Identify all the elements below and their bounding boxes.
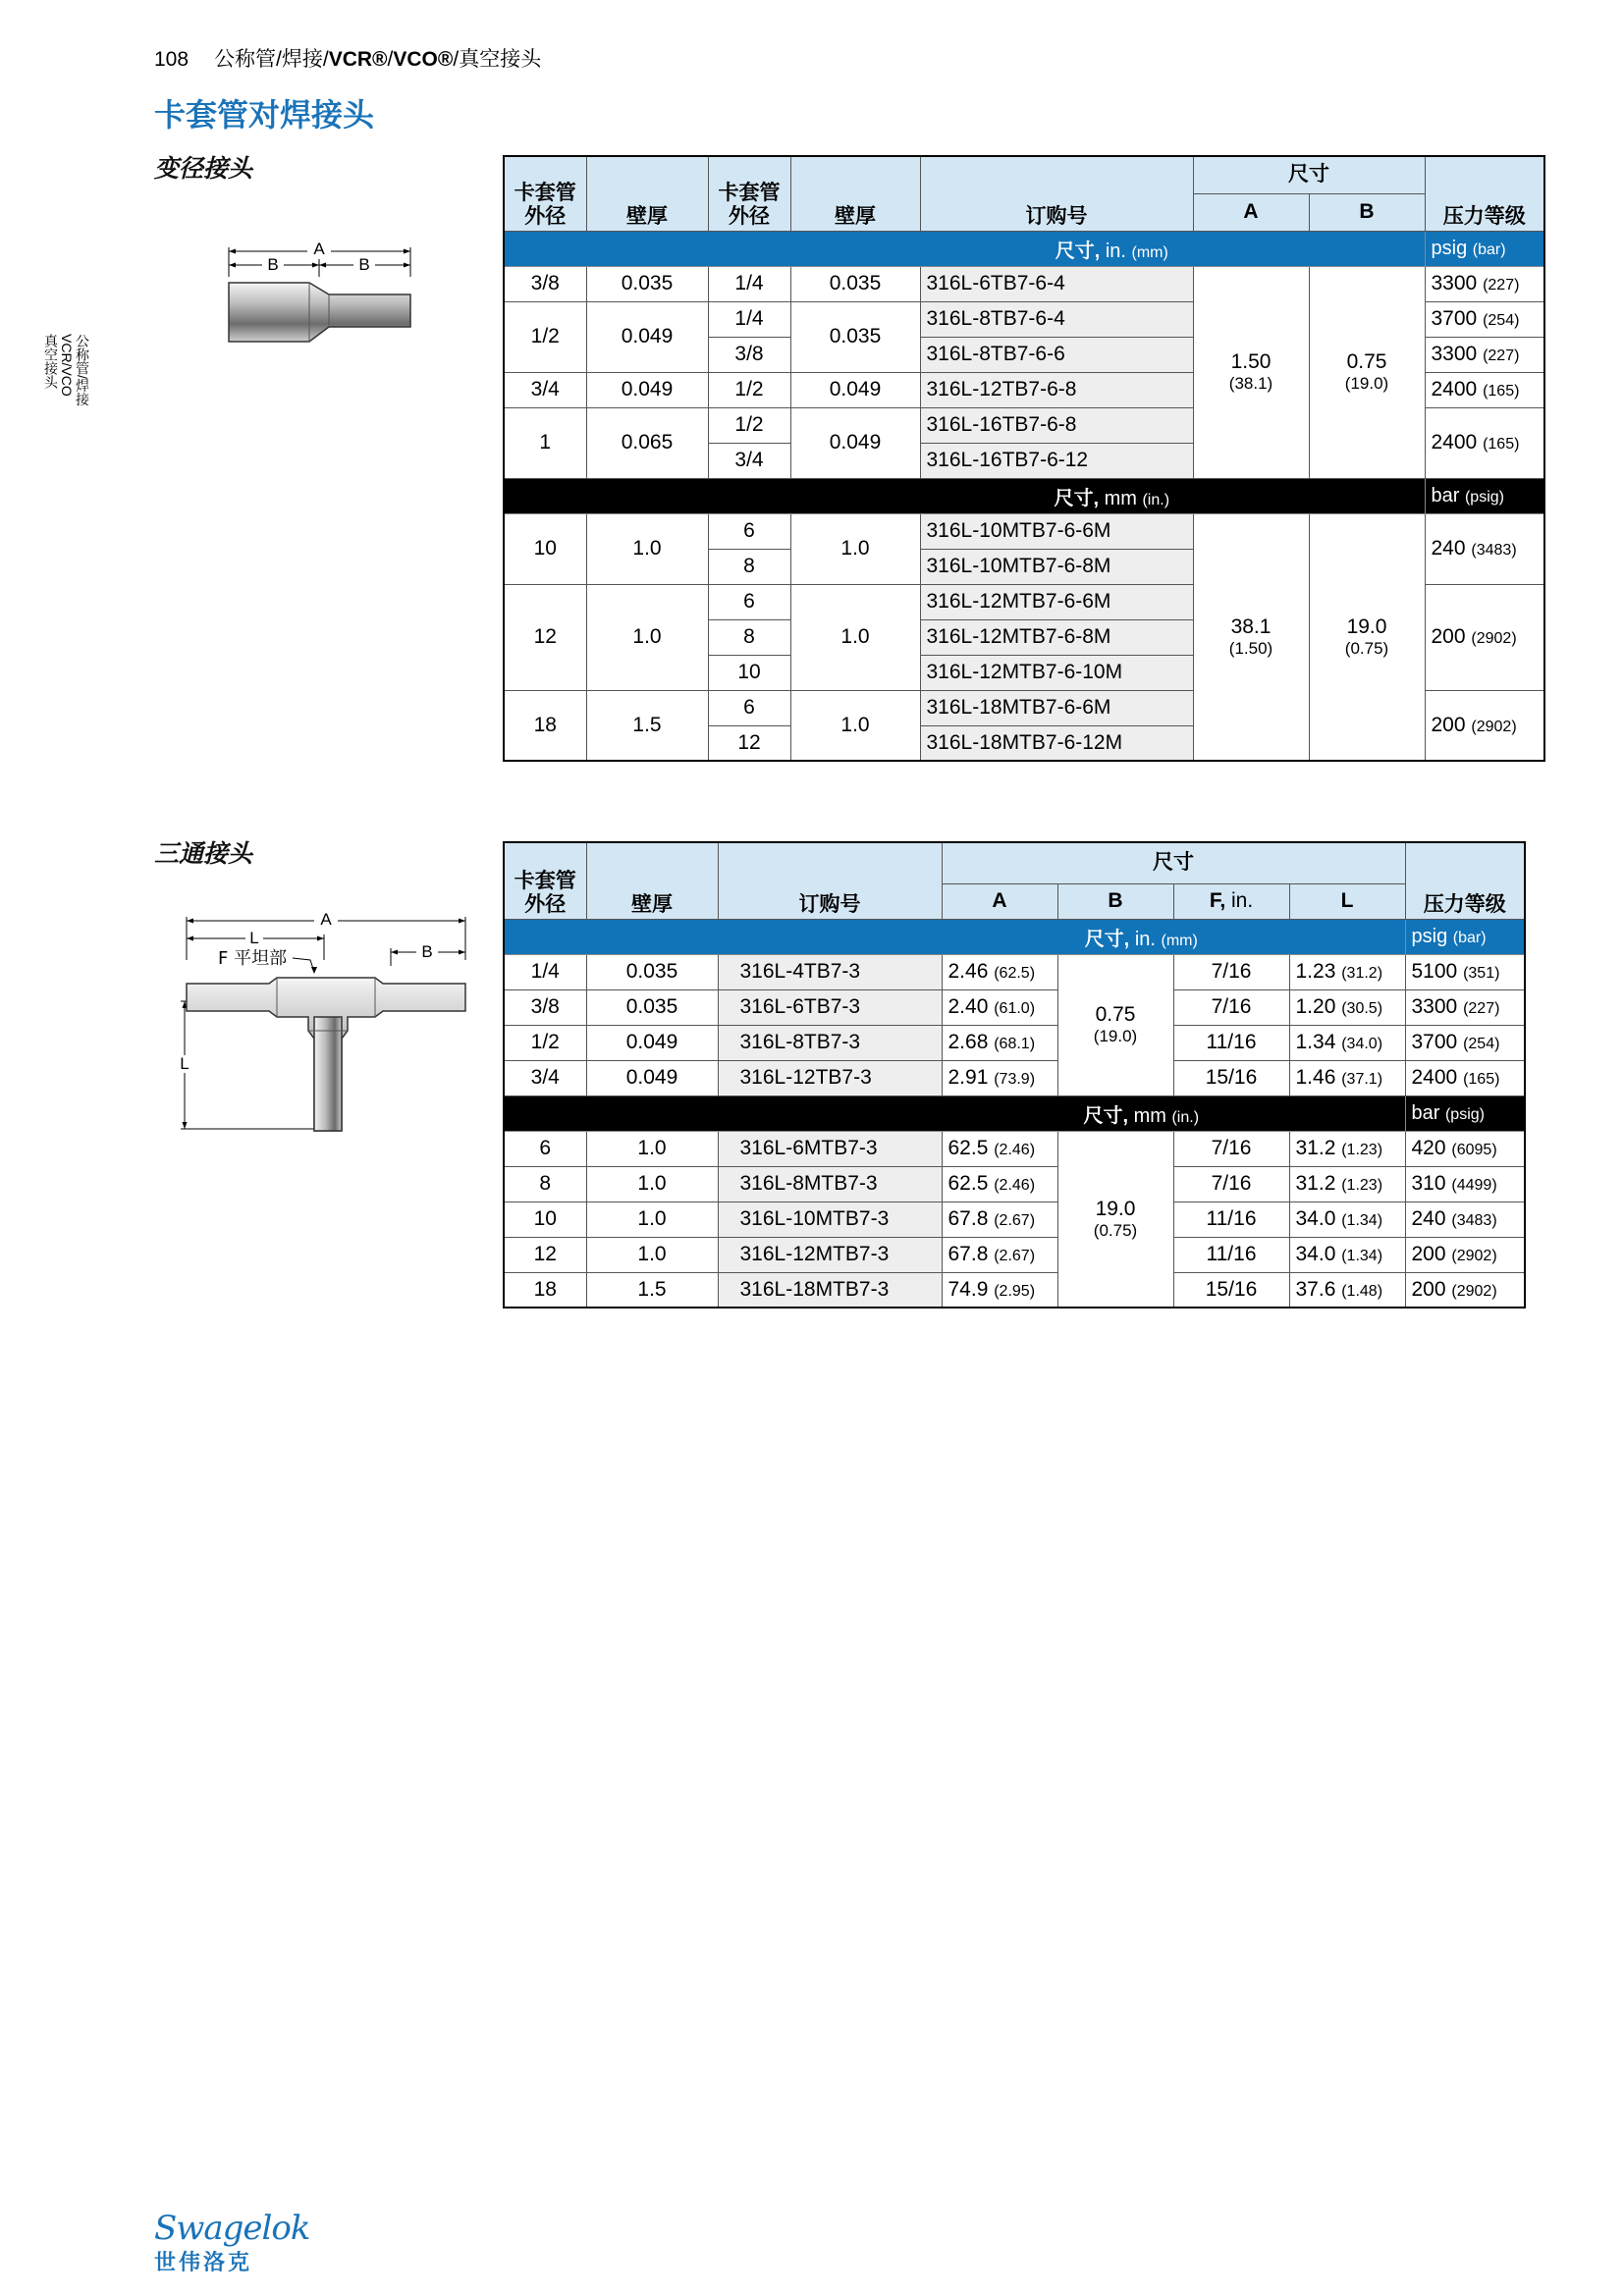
pressure-value2: (3483) [1471, 542, 1517, 559]
cell-od: 1/2 [504, 1025, 586, 1060]
pressure-value2: (165) [1483, 383, 1520, 400]
cell-od2: 6 [708, 513, 790, 549]
tee-inch-b-value: 0.75 [1095, 1003, 1136, 1026]
l-value2: (30.5) [1341, 1000, 1383, 1017]
pressure-value: 3300 [1431, 272, 1478, 294]
pressure-value: 240 [1431, 537, 1466, 560]
a-value2: (62.5) [994, 965, 1036, 982]
pressure-value: 310 [1411, 1172, 1446, 1195]
cell-order: 316L-6MTB7-3 [718, 1131, 942, 1166]
cell-od: 10 [504, 1201, 586, 1237]
pressure-value: 3700 [1431, 307, 1478, 330]
l-value2: (1.23) [1341, 1142, 1383, 1158]
a-value2: (61.0) [994, 1000, 1036, 1017]
cell-order: 316L-8MTB7-3 [718, 1166, 942, 1201]
table-row [504, 1166, 1525, 1201]
l-value2: (1.34) [1341, 1248, 1383, 1264]
cell-order: 316L-12MTB7-3 [718, 1237, 942, 1272]
cell-order: 316L-6TB7-3 [718, 989, 942, 1025]
mm-b-value: 19.0 [1346, 614, 1387, 638]
tee-band-mm-label: 尺寸, [1083, 1104, 1129, 1127]
l-value2: (37.1) [1341, 1071, 1383, 1088]
cell-pressure [1405, 1166, 1525, 1201]
logo-wordmark: Swagelok [154, 2209, 310, 2248]
l-value2: (34.0) [1341, 1036, 1383, 1052]
a-value: 2.46 [947, 960, 989, 983]
pressure-value2: (2902) [1471, 718, 1517, 735]
a-value: 67.8 [947, 1207, 989, 1230]
dim-b1-label: B [267, 255, 279, 274]
l-value2: (1.34) [1341, 1212, 1383, 1229]
cell-inch-b [1309, 266, 1425, 478]
cell-wall2: 1.0 [790, 584, 920, 690]
side-tab-line2: VCR/VCO [59, 334, 75, 397]
pressure-value: 200 [1431, 713, 1466, 736]
tee-col-f-unit: in. [1231, 889, 1254, 912]
breadcrumb-a: 公称管/焊接/ [214, 48, 329, 71]
cell-pressure [1425, 337, 1544, 372]
cell-a [942, 954, 1057, 989]
cell-pressure [1425, 266, 1544, 301]
reducer-body-shape [229, 283, 410, 342]
cell-mm-b [1309, 513, 1425, 761]
cell-od2: 1/2 [708, 407, 790, 443]
cell-inch-a [1193, 266, 1309, 478]
table-row [504, 989, 1525, 1025]
cell-l [1289, 1237, 1405, 1272]
page-title: 卡套管对焊接头 [154, 97, 375, 133]
cell-f: 11/16 [1173, 1201, 1289, 1237]
cell-od1: 1/2 [504, 301, 586, 372]
mm-a-value2: (1.50) [1228, 638, 1273, 658]
cell-od2: 3/4 [708, 443, 790, 478]
pressure-value: 2400 [1411, 1066, 1458, 1089]
cell-order: 316L-8TB7-3 [718, 1025, 942, 1060]
band-mm-pressure-unit: bar [1431, 484, 1460, 507]
l-value: 1.34 [1295, 1031, 1336, 1053]
pressure-value2: (4499) [1451, 1177, 1497, 1194]
tee-dim-f: F 平坦部 [218, 948, 288, 969]
pressure-value2: (254) [1463, 1036, 1500, 1052]
cell-l [1289, 954, 1405, 989]
cell-wall1: 0.035 [586, 266, 708, 301]
cell-f: 7/16 [1173, 954, 1289, 989]
l-value2: (31.2) [1341, 965, 1383, 982]
l-value: 31.2 [1295, 1137, 1336, 1159]
cell-wall1: 0.065 [586, 407, 708, 478]
a-value: 2.40 [947, 995, 989, 1018]
pressure-value: 240 [1411, 1207, 1446, 1230]
cell-wall1: 1.0 [586, 584, 708, 690]
band-inch-unit2: (mm) [1131, 243, 1168, 261]
pressure-value2: (2902) [1471, 630, 1517, 647]
cell-mm-a [1193, 513, 1309, 761]
cell-od2: 1/4 [708, 266, 790, 301]
cell-pressure [1405, 1237, 1525, 1272]
cell-od: 6 [504, 1131, 586, 1166]
a-value2: (2.46) [994, 1177, 1036, 1194]
cell-od2: 3/8 [708, 337, 790, 372]
tee-band-inch-unit: in. [1134, 928, 1156, 950]
pressure-value2: (6095) [1451, 1142, 1497, 1158]
cell-od: 8 [504, 1166, 586, 1201]
page-header [154, 43, 541, 73]
l-value2: (1.23) [1341, 1177, 1383, 1194]
cell-wall: 0.035 [586, 954, 718, 989]
tee-band-mm-pressure-unit2: (psig) [1444, 1105, 1485, 1123]
tee-col-f-label: F, [1209, 889, 1226, 912]
pressure-value2: (2902) [1451, 1248, 1497, 1264]
table-row [504, 1060, 1525, 1095]
cell-pressure [1405, 1272, 1525, 1308]
inch-a-value: 1.50 [1230, 350, 1272, 373]
cell-wall1: 0.049 [586, 301, 708, 372]
a-value2: (2.95) [994, 1282, 1036, 1300]
tee-dim-l-top: L [249, 929, 259, 947]
cell-od1: 1 [504, 407, 586, 478]
cell-od1: 3/4 [504, 372, 586, 407]
tee-inch-b-value2: (19.0) [1093, 1027, 1138, 1045]
cell-order: 316L-12MTB7-6-10M [920, 655, 1193, 690]
tee-band-inch-pressure-unit: psig [1411, 925, 1448, 947]
pressure-value: 3300 [1411, 995, 1458, 1018]
cell-order: 316L-18MTB7-6-12M [920, 725, 1193, 761]
band-mm-label: 尺寸, [1054, 487, 1100, 509]
l-value: 31.2 [1295, 1172, 1336, 1195]
tee-band-mm-unit2: (in.) [1171, 1108, 1200, 1126]
col-dim: 尺寸 [1193, 156, 1425, 193]
cell-pressure [1405, 1131, 1525, 1166]
cell-od: 18 [504, 1272, 586, 1308]
cell-od2: 6 [708, 584, 790, 619]
tee-band-inch-pressure-unit2: (bar) [1452, 929, 1487, 946]
cell-a [942, 1272, 1057, 1308]
tee-dim-b: B [421, 942, 433, 961]
cell-l [1289, 1131, 1405, 1166]
cell-mm-b [1057, 1131, 1173, 1308]
pressure-value2: (165) [1483, 436, 1520, 453]
a-value: 62.5 [947, 1137, 989, 1159]
tee-band-mm-pressure-unit: bar [1411, 1101, 1440, 1124]
tee-band-inch-label: 尺寸, [1084, 928, 1130, 950]
pressure-value2: (165) [1463, 1071, 1500, 1088]
a-value: 2.91 [947, 1066, 989, 1089]
tee-band-mm-unit: mm [1133, 1104, 1166, 1127]
cell-order: 316L-12TB7-3 [718, 1060, 942, 1095]
cell-wall: 0.049 [586, 1025, 718, 1060]
cell-order: 316L-12MTB7-6-6M [920, 584, 1193, 619]
breadcrumb-vco: VCO® [393, 48, 454, 71]
tee-band-mm [504, 1095, 1525, 1131]
cell-f: 7/16 [1173, 1131, 1289, 1166]
cell-f: 11/16 [1173, 1237, 1289, 1272]
cell-pressure [1425, 372, 1544, 407]
cell-l [1289, 1201, 1405, 1237]
a-value2: (2.67) [994, 1248, 1036, 1264]
cell-order: 316L-10MTB7-6-8M [920, 549, 1193, 584]
cell-order: 316L-4TB7-3 [718, 954, 942, 989]
side-tab-line3: 真空接头 [43, 334, 59, 389]
col-od1: 卡套管外径 [504, 156, 586, 231]
cell-wall: 1.0 [586, 1237, 718, 1272]
cell-od2: 6 [708, 690, 790, 725]
cell-wall2: 0.035 [790, 266, 920, 301]
cell-l [1289, 1025, 1405, 1060]
col-wall2: 壁厚 [790, 156, 920, 231]
tee-col-f [1173, 883, 1289, 919]
table-row [504, 513, 1544, 549]
pressure-value: 2400 [1431, 378, 1478, 400]
reducer-heading: 变径接头 [154, 155, 253, 183]
cell-a [942, 1131, 1057, 1166]
cell-f: 15/16 [1173, 1060, 1289, 1095]
a-value2: (2.67) [994, 1212, 1036, 1229]
cell-order: 316L-12TB7-6-8 [920, 372, 1193, 407]
side-tab-line1: 公称管/焊接 [75, 334, 90, 406]
cell-a [942, 1166, 1057, 1201]
cell-od1: 3/8 [504, 266, 586, 301]
tee-branch-shape [314, 1017, 342, 1131]
cell-wall: 1.0 [586, 1131, 718, 1166]
cell-od: 12 [504, 1237, 586, 1272]
pressure-value2: (227) [1483, 277, 1520, 294]
pressure-value: 420 [1411, 1137, 1446, 1159]
pressure-value: 5100 [1411, 960, 1458, 983]
a-value: 2.68 [947, 1031, 989, 1053]
mm-b-value2: (0.75) [1344, 638, 1389, 658]
breadcrumb-vcr: VCR® [328, 48, 388, 71]
l-value: 1.23 [1295, 960, 1336, 983]
a-value2: (68.1) [994, 1036, 1036, 1052]
col-wall1: 壁厚 [586, 156, 708, 231]
tee-mm-b-value2: (0.75) [1093, 1220, 1138, 1240]
a-value: 67.8 [947, 1243, 989, 1265]
cell-wall2: 0.049 [790, 407, 920, 478]
cell-wall2: 1.0 [790, 690, 920, 761]
inch-b-value2: (19.0) [1344, 374, 1389, 393]
cell-wall: 1.0 [586, 1166, 718, 1201]
tee-col-a: A [942, 883, 1057, 919]
tee-band-inch-unit2: (mm) [1161, 932, 1198, 949]
l-value2: (1.48) [1341, 1282, 1383, 1300]
swagelok-logo [154, 2209, 310, 2276]
cell-order: 316L-6TB7-6-4 [920, 266, 1193, 301]
cell-a [942, 989, 1057, 1025]
cell-order: 316L-8TB7-6-6 [920, 337, 1193, 372]
table-row [504, 954, 1525, 989]
breadcrumb-b: /真空接头 [453, 48, 542, 71]
table-row [504, 1131, 1525, 1166]
pressure-value2: (351) [1463, 965, 1500, 982]
tee-col-order: 订购号 [718, 842, 942, 919]
cell-wall1: 1.0 [586, 513, 708, 584]
cell-order: 316L-12MTB7-6-8M [920, 619, 1193, 655]
pressure-value: 3700 [1411, 1031, 1458, 1053]
cell-pressure [1425, 407, 1544, 478]
band-inch-label: 尺寸, [1055, 240, 1101, 262]
tee-band-inch [504, 919, 1525, 954]
band-inch-pressure-unit2: (bar) [1472, 240, 1506, 258]
pressure-value: 200 [1411, 1277, 1446, 1301]
dim-a-label: A [313, 240, 325, 258]
cell-wall: 0.049 [586, 1060, 718, 1095]
inch-b-value: 0.75 [1346, 350, 1387, 373]
cell-pressure [1405, 1060, 1525, 1095]
cell-a [942, 1237, 1057, 1272]
pressure-value2: (2902) [1451, 1282, 1497, 1300]
cell-order: 316L-18MTB7-3 [718, 1272, 942, 1308]
cell-wall: 1.0 [586, 1201, 718, 1237]
col-b: B [1309, 193, 1425, 231]
cell-l [1289, 1060, 1405, 1095]
tee-heading: 三通接头 [154, 840, 253, 868]
cell-od1: 12 [504, 584, 586, 690]
band-mm-pressure-unit2: (psig) [1464, 488, 1504, 506]
cell-wall2: 0.049 [790, 372, 920, 407]
cell-od2: 1/4 [708, 301, 790, 337]
cell-f: 7/16 [1173, 989, 1289, 1025]
col-a: A [1193, 193, 1309, 231]
band-mm [504, 478, 1544, 513]
table-row [504, 1272, 1525, 1308]
tee-col-pressure: 压力等级 [1405, 842, 1525, 919]
band-inch [504, 231, 1544, 266]
cell-od1: 10 [504, 513, 586, 584]
pressure-value: 200 [1411, 1243, 1446, 1265]
tee-col-dim: 尺寸 [942, 842, 1405, 883]
page-number: 108 [154, 48, 189, 71]
cell-wall1: 0.049 [586, 372, 708, 407]
table-row [504, 266, 1544, 301]
cell-f: 15/16 [1173, 1272, 1289, 1308]
pressure-value: 2400 [1431, 431, 1478, 454]
cell-a [942, 1201, 1057, 1237]
pressure-value2: (227) [1483, 347, 1520, 364]
cell-a [942, 1025, 1057, 1060]
tee-col-l: L [1289, 883, 1405, 919]
cell-od2: 10 [708, 655, 790, 690]
cell-l [1289, 1272, 1405, 1308]
cell-od2: 8 [708, 619, 790, 655]
tee-table [503, 841, 1526, 1308]
pressure-value: 200 [1431, 625, 1466, 648]
cell-pressure [1405, 954, 1525, 989]
cell-pressure [1405, 989, 1525, 1025]
cell-pressure [1425, 513, 1544, 584]
l-value: 1.20 [1295, 995, 1336, 1018]
cell-f: 7/16 [1173, 1166, 1289, 1201]
mm-a-value: 38.1 [1230, 614, 1272, 638]
cell-od: 3/8 [504, 989, 586, 1025]
cell-order: 316L-10MTB7-6-6M [920, 513, 1193, 549]
pressure-value: 3300 [1431, 343, 1478, 365]
cell-a [942, 1060, 1057, 1095]
l-value: 37.6 [1295, 1277, 1336, 1301]
table-row [504, 1237, 1525, 1272]
l-value: 1.46 [1295, 1066, 1336, 1089]
cell-od: 1/4 [504, 954, 586, 989]
a-value2: (73.9) [994, 1071, 1036, 1088]
col-pressure: 压力等级 [1425, 156, 1544, 231]
cell-pressure [1405, 1201, 1525, 1237]
band-inch-pressure-unit: psig [1431, 237, 1468, 259]
cell-inch-b [1057, 954, 1173, 1095]
cell-wall: 0.035 [586, 989, 718, 1025]
side-tab[interactable] [22, 334, 100, 442]
inch-a-value2: (38.1) [1228, 374, 1273, 393]
cell-wall1: 1.5 [586, 690, 708, 761]
cell-order: 316L-18MTB7-6-6M [920, 690, 1193, 725]
reducer-table [503, 155, 1545, 762]
cell-od2: 8 [708, 549, 790, 584]
l-value: 34.0 [1295, 1207, 1336, 1230]
a-value: 74.9 [947, 1277, 989, 1301]
tee-mm-b-value: 19.0 [1095, 1197, 1136, 1220]
cell-od2: 1/2 [708, 372, 790, 407]
cell-pressure [1425, 584, 1544, 690]
cell-pressure [1425, 301, 1544, 337]
cell-pressure [1405, 1025, 1525, 1060]
cell-l [1289, 1166, 1405, 1201]
pressure-value2: (3483) [1451, 1212, 1497, 1229]
logo-cn: 世伟洛克 [154, 2250, 253, 2274]
tee-col-wall: 壁厚 [586, 842, 718, 919]
pressure-value2: (254) [1483, 312, 1520, 329]
tee-col-b: B [1057, 883, 1173, 919]
band-mm-unit2: (in.) [1142, 491, 1170, 508]
cell-pressure [1425, 690, 1544, 761]
tee-dim-l-side: L [180, 1054, 189, 1073]
cell-order: 316L-8TB7-6-4 [920, 301, 1193, 337]
tee-diagram [167, 903, 481, 1148]
cell-od: 3/4 [504, 1060, 586, 1095]
dim-b2-label: B [358, 255, 370, 274]
cell-f: 11/16 [1173, 1025, 1289, 1060]
tee-col-od: 卡套管外径 [504, 842, 586, 919]
band-mm-unit: mm [1104, 487, 1137, 509]
cell-wall2: 0.035 [790, 301, 920, 372]
tee-dim-a: A [320, 910, 332, 929]
l-value: 34.0 [1295, 1243, 1336, 1265]
cell-order: 316L-10MTB7-3 [718, 1201, 942, 1237]
cell-order: 316L-16TB7-6-12 [920, 443, 1193, 478]
a-value2: (2.46) [994, 1142, 1036, 1158]
cell-od2: 12 [708, 725, 790, 761]
cell-l [1289, 989, 1405, 1025]
pressure-value2: (227) [1463, 1000, 1500, 1017]
col-order: 订购号 [920, 156, 1193, 231]
a-value: 62.5 [947, 1172, 989, 1195]
cell-wall: 1.5 [586, 1272, 718, 1308]
reducer-diagram [221, 234, 427, 351]
table-row [504, 1025, 1525, 1060]
breadcrumb-sep: / [387, 48, 394, 71]
cell-wall2: 1.0 [790, 513, 920, 584]
band-inch-unit: in. [1105, 240, 1126, 262]
table-row [504, 1201, 1525, 1237]
col-od2: 卡套管外径 [708, 156, 790, 231]
cell-order: 316L-16TB7-6-8 [920, 407, 1193, 443]
cell-od1: 18 [504, 690, 586, 761]
